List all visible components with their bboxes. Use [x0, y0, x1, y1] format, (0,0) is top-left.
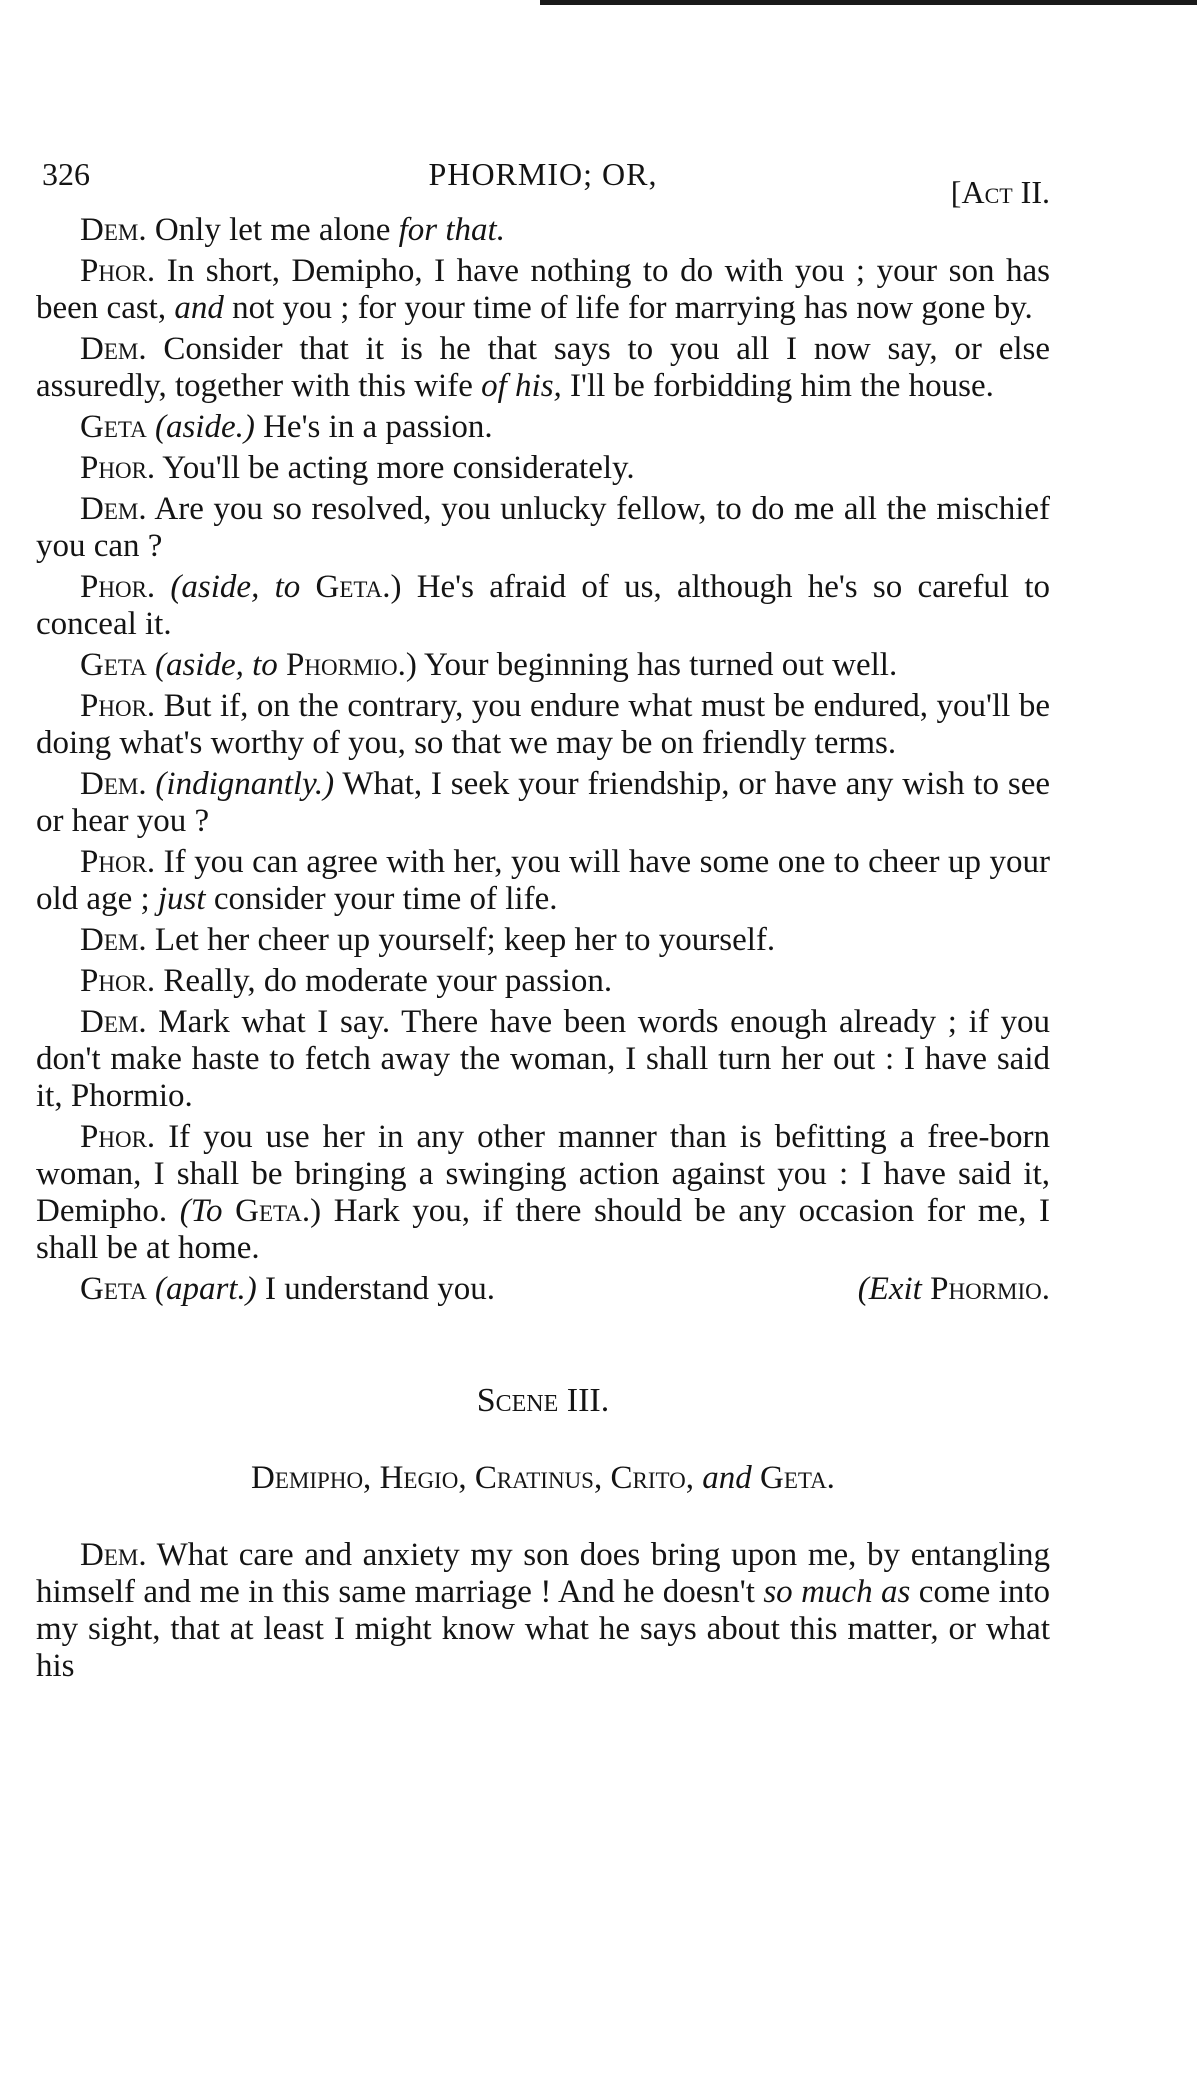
- speech: Mark what I say. There have been words enough already ; if you don't make haste to fetch away the woman, I shall turn her out : I have said it, Phormio.: [36, 1004, 1050, 1114]
- speaker-name: Geta: [80, 1271, 147, 1307]
- speaker-name: Phor.: [80, 569, 156, 605]
- speaker-name: Dem.: [80, 766, 147, 802]
- speech: Really, do moderate your passion.: [163, 963, 613, 999]
- exit-direction: [814, 1271, 1050, 1308]
- speech: Consider that it is he that says to you all I now say, or else assuredly, together with this wife: [36, 331, 1050, 404]
- exit-name: Phormio.: [930, 1271, 1050, 1307]
- stage-direction: (To: [179, 1193, 223, 1229]
- dialogue-line: [36, 766, 1050, 840]
- speaker-name: Dem.: [80, 1537, 147, 1573]
- stage-direction-name: Phormio.): [286, 647, 417, 683]
- speech: What, I seek your friendship, or have any wish to see or hear you ?: [36, 766, 1051, 839]
- speech: Only let me alone: [154, 212, 391, 248]
- dialogue-line: [36, 331, 1050, 405]
- speaker-name: Phor.: [80, 844, 156, 880]
- dialogue-line: [36, 1004, 1050, 1115]
- emphasis: and: [174, 290, 224, 326]
- speech: Let her cheer up yourself; keep her to yourself.: [154, 922, 776, 958]
- page-number: 326: [42, 156, 90, 192]
- scene-title: Scene III.: [476, 1382, 610, 1419]
- act-label: [Act II.: [950, 174, 1050, 210]
- dialogue-line: [36, 450, 1050, 487]
- speech: I understand you.: [264, 1271, 495, 1307]
- exit-label: (Exit: [857, 1271, 922, 1307]
- book-page: [36, 150, 1050, 1689]
- speech-continued: come into my sight, that at least I might know what he says about this matter, or what his: [36, 1574, 1051, 1684]
- dialogue-line: [36, 212, 1050, 249]
- stage-direction: (aside.): [154, 409, 255, 445]
- speech-continued: not you ; for your time of life for marrying has now gone by.: [232, 290, 1033, 326]
- speech-continued: I'll be forbidding him the house.: [570, 368, 994, 404]
- page-header: [36, 150, 1050, 212]
- speaker-name: Dem.: [80, 922, 147, 958]
- dialogue-line: [36, 844, 1050, 918]
- running-title: PHORMIO; OR,: [428, 156, 658, 192]
- speaker-name: Dem.: [80, 212, 147, 248]
- dialogue-line: [36, 647, 1050, 684]
- scene-cast: [36, 1460, 1050, 1497]
- dialogue-line: [36, 1271, 1050, 1308]
- speaker-name: Phor.: [80, 963, 156, 999]
- speaker-name: Phor.: [80, 688, 156, 724]
- speech-continued: Hark you, if there should be any occasion for me, I shall be at home.: [36, 1193, 1051, 1266]
- emphasis: just: [157, 881, 206, 917]
- emphasis: for that.: [398, 212, 505, 248]
- cast-name: Crito,: [610, 1460, 694, 1496]
- speech: In short, Demipho, I have nothing to do with you ; your son has been cast,: [36, 253, 1050, 326]
- cast-name: Geta.: [759, 1460, 835, 1496]
- speaker-name: Phor.: [80, 450, 156, 486]
- speech: But if, on the contrary, you endure what must be endured, you'll be doing what's worthy of you, so that we may be on friendly terms.: [36, 688, 1051, 761]
- speech: He's afraid of us, although he's so careful to conceal it.: [36, 569, 1050, 642]
- dialogue-line: [36, 491, 1050, 565]
- dialogue-line: [36, 922, 1050, 959]
- speaker-name: Dem.: [80, 1004, 147, 1040]
- speech: Are you so resolved, you unlucky fellow, to do me all the mischief you can ?: [36, 491, 1050, 564]
- dialogue-line: [36, 253, 1050, 327]
- speaker-name: Dem.: [80, 331, 147, 367]
- dialogue-line: [36, 1119, 1050, 1267]
- speech: Your beginning has turned out well.: [423, 647, 898, 683]
- cast-name: Cratinus,: [474, 1460, 603, 1496]
- speech: If you can agree with her, you will have some one to cheer up your old age ;: [36, 844, 1051, 917]
- speaker-name: Geta: [80, 647, 147, 683]
- dialogue-line: [36, 409, 1050, 446]
- speaker-name: Phor.: [80, 253, 156, 289]
- cast-and: and: [702, 1460, 752, 1496]
- speech: What care and anxiety my son does bring upon me, by entangling himself and me in this same marriage ! And he doesn't: [36, 1537, 1050, 1610]
- dialogue-line: [36, 688, 1050, 762]
- top-rule: [540, 0, 1197, 5]
- speaker-name: Geta: [80, 409, 147, 445]
- speaker-name: Dem.: [80, 491, 147, 527]
- stage-direction-name: Geta.): [235, 1193, 322, 1229]
- stage-direction: (indignantly.): [155, 766, 335, 802]
- cast-name: Hegio,: [379, 1460, 467, 1496]
- speech: He's in a passion.: [263, 409, 493, 445]
- stage-direction-name: Geta.): [315, 569, 402, 605]
- speech: If you use her in any other manner than is befitting a free-born woman, I shall be bringing a swinging action against you : I have said it, Demipho.: [36, 1119, 1050, 1229]
- cast-name: Demipho,: [251, 1460, 372, 1496]
- emphasis: so much as: [763, 1574, 911, 1610]
- speech: You'll be acting more considerately.: [162, 450, 635, 486]
- stage-direction: (aside, to: [170, 569, 301, 605]
- emphasis: of his,: [481, 368, 562, 404]
- dialogue-line: [36, 963, 1050, 1000]
- stage-direction: (apart.): [154, 1271, 257, 1307]
- dialogue-line: [36, 569, 1050, 643]
- speech-continued: consider your time of life.: [213, 881, 558, 917]
- speaker-name: Phor.: [80, 1119, 156, 1155]
- stage-direction: (aside, to: [154, 647, 278, 683]
- dialogue-line: [36, 1537, 1050, 1685]
